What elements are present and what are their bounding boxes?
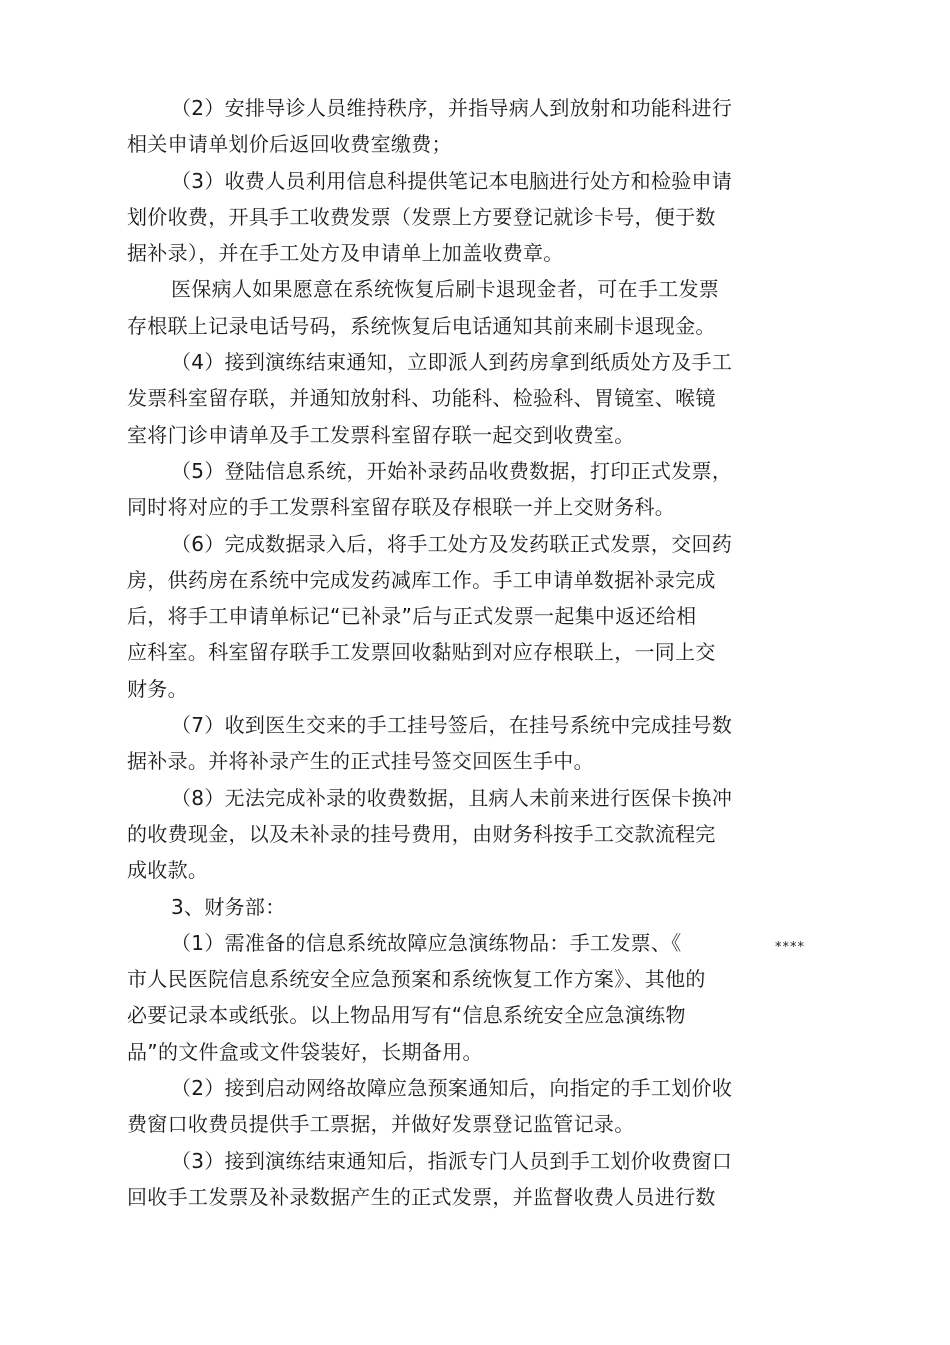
text-line: 必要记录本或纸张。以上物品用写有“信息系统安全应急演练物 (127, 1003, 686, 1028)
text-line: （2）接到启动网络故障应急预案通知后，向指定的手工划价收 (171, 1076, 733, 1101)
text-line: 的收费现金，以及未补录的挂号费用，由财务科按手工交款流程完 (127, 821, 716, 846)
paragraph (127, 707, 777, 780)
paragraph (127, 344, 777, 453)
text-line: 划价收费，开具手工收费发票（发票上方要登记就诊卡号，便于数 (127, 204, 716, 229)
text-line: （1）需准备的信息系统故障应急演练物品：手工发票、《 (171, 930, 682, 955)
paragraph (127, 780, 777, 889)
text-line: 市人民医院信息系统安全应急预案和系统恢复工作方案》、其他的 (127, 967, 706, 992)
document-body (127, 90, 777, 1215)
text-line: （7）收到医生交来的手工挂号签后，在挂号系统中完成挂号数 (171, 713, 733, 738)
paragraph (127, 526, 777, 707)
text-line: 品”的文件盒或文件袋装好，长期备用。 (127, 1039, 483, 1064)
text-line: 3、财务部： (171, 894, 286, 919)
text-line: 费窗口收费员提供手工票据，并做好发票登记监管记录。 (127, 1112, 635, 1137)
text-line: 财务。 (127, 676, 188, 701)
text-line: 发票科室留存联，并通知放射科、功能科、检验科、胃镜室、喉镜 (127, 386, 716, 411)
paragraph (127, 925, 777, 1070)
text-line: （3）收费人员利用信息科提供笔记本电脑进行处方和检验申请 (171, 168, 733, 193)
text-line: 成收款。 (127, 858, 209, 883)
redacted-name-mark: **** (775, 940, 805, 955)
paragraph (127, 1143, 777, 1216)
text-line: 同时将对应的手工发票科室留存联及存根联一并上交财务科。 (127, 495, 676, 520)
text-line: 室将门诊申请单及手工发票科室留存联一起交到收费室。 (127, 422, 635, 447)
text-line: 医保病人如果愿意在系统恢复后刷卡退现金者，可在手工发票 (171, 277, 720, 302)
paragraph (127, 453, 777, 526)
text-line: 后，将手工申请单标记“已补录”后与正式发票一起集中返还给相 (127, 604, 697, 629)
paragraph (127, 1070, 777, 1143)
text-line: 应科室。科室留存联手工发票回收黏贴到对应存根联上，一同上交 (127, 640, 716, 665)
text-line: 回收手工发票及补录数据产生的正式发票，并监督收费人员进行数 (127, 1184, 716, 1209)
paragraph (127, 90, 777, 163)
text-line: 据补录。并将补录产生的正式挂号签交回医生手中。 (127, 749, 594, 774)
text-line: （6）完成数据录入后，将手工处方及发药联正式发票，交回药 (171, 531, 733, 556)
text-line: 相关申请单划价后返回收费室缴费； (127, 132, 452, 157)
text-line: 房，供药房在系统中完成发药减库工作。手工申请单数据补录完成 (127, 567, 716, 592)
text-line: （3）接到演练结束通知后，指派专门人员到手工划价收费窗口 (171, 1148, 733, 1173)
paragraph (127, 163, 777, 272)
paragraph (127, 271, 777, 344)
text-line: （4）接到演练结束通知，立即派人到药房拿到纸质处方及手工 (171, 350, 733, 375)
text-line: （5）登陆信息系统，开始补录药品收费数据，打印正式发票， (171, 458, 733, 483)
text-line: 存根联上记录电话号码，系统恢复后电话通知其前来刷卡退现金。 (127, 313, 716, 338)
text-line: （2）安排导诊人员维持秩序，并指导病人到放射和功能科进行 (171, 96, 733, 120)
text-line: 据补录），并在手工处方及申请单上加盖收费章。 (127, 241, 564, 266)
text-line: （8）无法完成补录的收费数据，且病人未前来进行医保卡换冲 (171, 785, 733, 810)
paragraph (127, 889, 777, 925)
